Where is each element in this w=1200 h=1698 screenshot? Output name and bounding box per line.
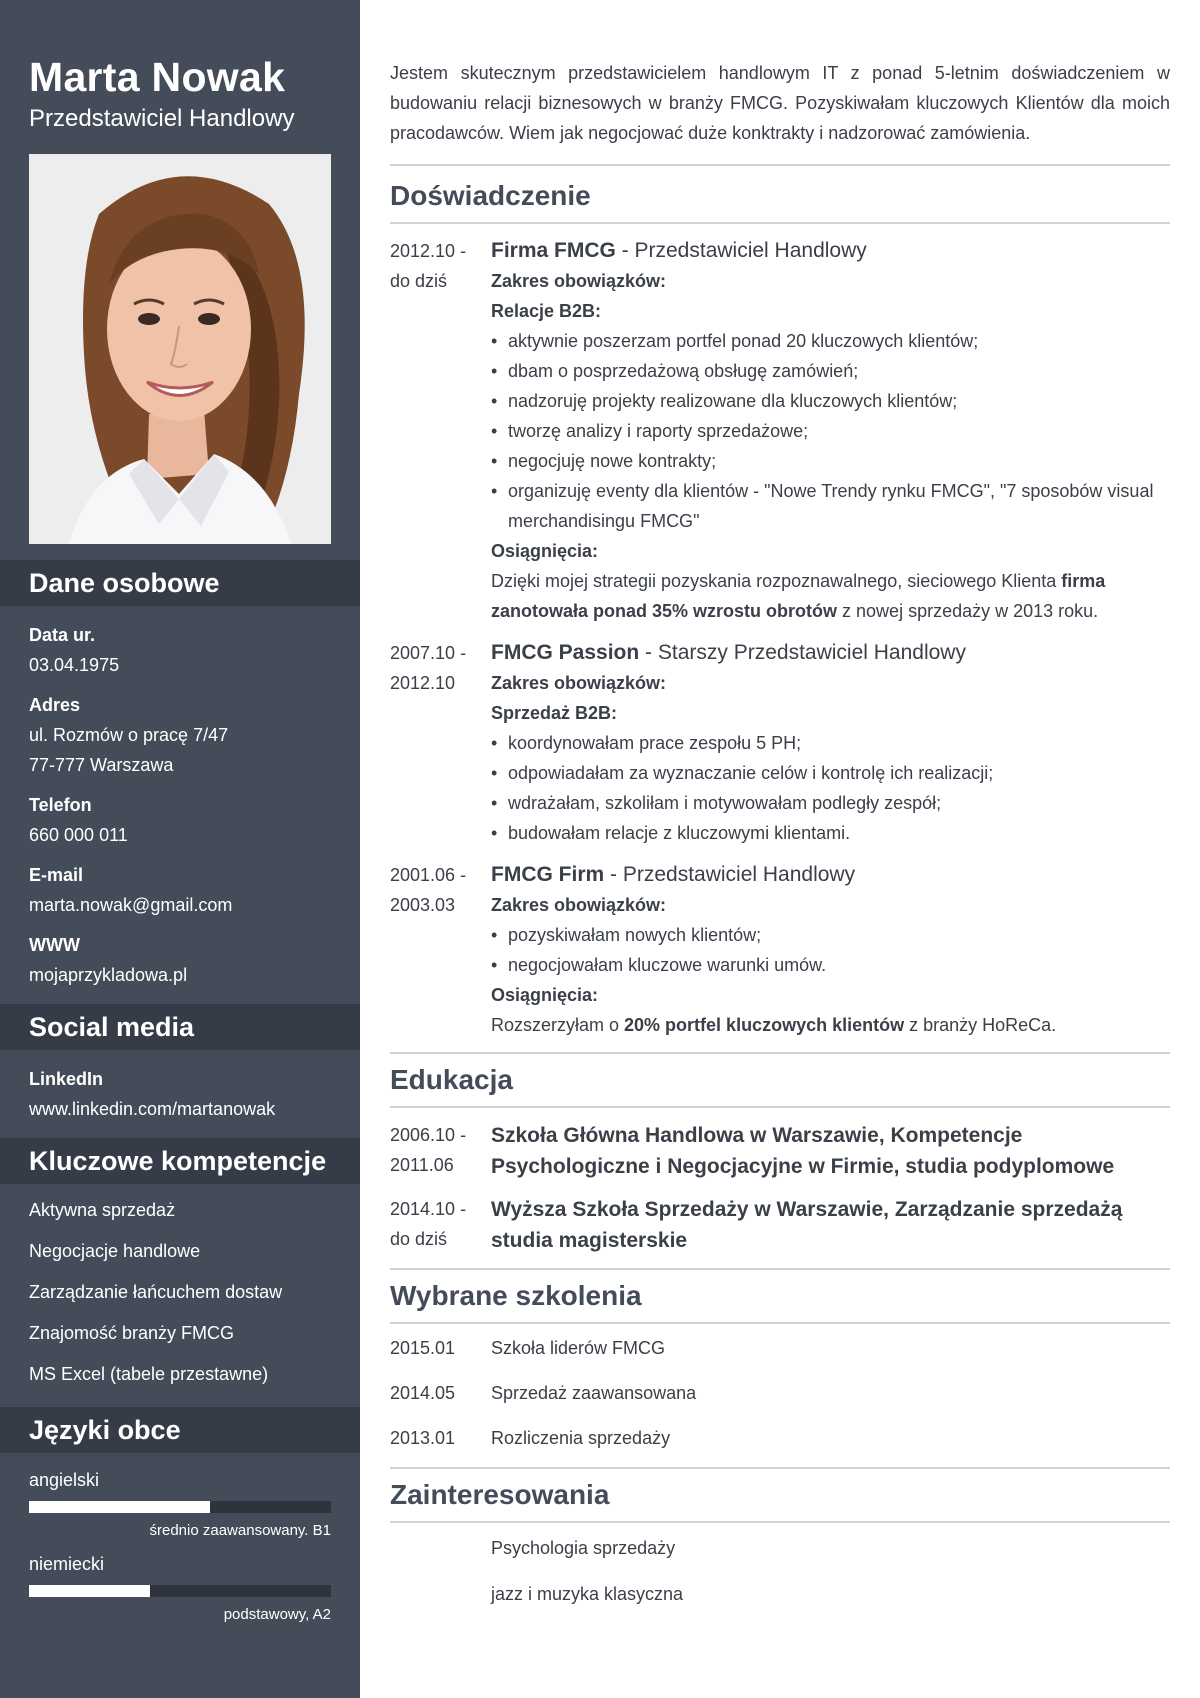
job-dates [390,236,491,626]
achievement-text [491,1010,1170,1040]
achievements-label: Osiągnięcia: [491,541,599,561]
education-entry [390,1120,1170,1182]
job-content [491,860,1170,1040]
date-to: 2011.06 [390,1155,454,1175]
social-media-section [0,1050,360,1124]
job-content [491,236,1170,626]
language-level-fill [29,1585,150,1597]
job-entry [390,638,1170,848]
date-to: 2003.03 [390,895,456,915]
education-title: Szkoła Główna Handlowa w Warszawie, Kompetencje Psychologiczne i Negocjacyjne w Firmie, studia podyplomowe [491,1124,1115,1178]
duty-item: • koordynowałam prace zespołu 5 PH; [491,728,1170,758]
achievement-text [491,566,1170,626]
experience-heading: Doświadczenie [390,170,1170,224]
language-level-text: podstawowy, A2 [223,1606,331,1623]
profile-photo [29,154,331,544]
job-content [491,638,1170,848]
www-block [29,930,331,990]
date-from: 2001.06 - [390,865,467,885]
language-name: niemiecki [29,1554,105,1574]
language-level-bar [29,1501,331,1513]
personal-data-heading: Dane osobowe [0,560,360,606]
job-title [491,860,1170,890]
linkedin-link[interactable]: www.linkedin.com/martanowak [29,1099,276,1119]
achievement-post: z nowej sprzedaży w 2013 roku. [837,601,1099,621]
duty-item: • negocjuję nowe kontrakty; [491,446,1170,476]
languages-heading: Języki obce [0,1407,360,1453]
language-level-fill [29,1501,210,1513]
education-dates [390,1194,491,1256]
training-name: Sprzedaż zaawansowana [491,1383,697,1403]
email-label: E-mail [29,865,84,885]
language-item [29,1549,331,1629]
achievements-label: Osiągnięcia: [491,985,599,1005]
birth-date-label: Data ur. [29,625,96,645]
scope-label: Zakres obowiązków: [491,895,667,915]
duty-item: • negocjowałam kluczowe warunki umów. [491,950,1170,980]
linkedin-label: LinkedIn [29,1069,104,1089]
address-line-2: 77-777 Warszawa [29,755,174,775]
training-name: Rozliczenia sprzedaży [491,1428,671,1448]
skill-item: Negocjacje handlowe [29,1241,201,1261]
duty-item: • organizuję eventy dla klientów - "Nowe Trendy rynku FMCG", "7 sposobów visual merchandisingu FMCG" [491,476,1170,536]
date-from: 2007.10 - [390,643,467,663]
company-name: FMCG Firm [491,863,605,886]
address-label: Adres [29,695,81,715]
trainings-section [390,1268,1170,1461]
area-label: Sprzedaż B2B: [491,703,618,723]
education-heading: Edukacja [390,1054,1170,1108]
date-from: 2012.10 - [390,241,467,261]
education-title: Wyższa Szkoła Sprzedaży w Warszawie, Zarządzanie sprzedażą studia magisterskie [491,1198,1123,1252]
personal-data-section [0,606,360,990]
company-name: FMCG Passion [491,641,640,664]
duty-item: • tworzę analizy i raporty sprzedażowe; [491,416,1170,446]
training-date: 2014.05 [390,1383,456,1403]
duty-item: • odpowiadałam za wyznaczanie celów i kontrolę ich realizacji; [491,758,1170,788]
job-title [491,236,1170,266]
birth-date-value: 03.04.1975 [29,655,120,675]
scope-label: Zakres obowiązków: [491,271,667,291]
language-level-text: średnio zaawansowany. B1 [149,1522,331,1539]
skill-item: Zarządzanie łańcuchem dostaw [29,1282,283,1302]
language-name: angielski [29,1470,100,1490]
job-entry [390,236,1170,626]
scope-label: Zakres obowiązków: [491,673,667,693]
education-dates [390,1120,491,1182]
interest-item: Psychologia sprzedaży [491,1538,676,1558]
address-line-1: ul. Rozmów o pracę 7/47 [29,725,229,745]
duties-list [491,728,1170,848]
duty-item: • pozyskiwałam nowych klientów; [491,920,1170,950]
duty-item: • wdrażałam, szkoliłam i motywowałam podległy zespół; [491,788,1170,818]
address-block [29,690,331,780]
portrait-illustration [29,154,331,544]
area-label: Relacje B2B: [491,301,602,321]
training-item [390,1371,1170,1416]
interests-section [390,1467,1170,1617]
achievement-highlight: 20% portfel kluczowych klientów [624,1015,905,1035]
candidate-name: Marta Nowak [29,54,286,100]
interest-item: jazz i muzyka klasyczna [491,1584,684,1604]
skill-item: Znajomość branży FMCG [29,1323,235,1343]
job-dates [390,860,491,1040]
position-name: - Przedstawiciel Handlowy [615,239,867,262]
training-item [390,1416,1170,1461]
phone-label: Telefon [29,795,92,815]
duties-list [491,326,1170,536]
achievement-pre: Dzięki mojej strategii pozyskania rozpoznawalnego, sieciowego Klienta [491,571,1062,591]
social-media-heading: Social media [0,1004,360,1050]
achievement-post: z branży HoReCa. [904,1015,1057,1035]
experience-section [390,170,1170,1040]
language-item [29,1465,331,1545]
job-entry [390,860,1170,1040]
date-from: 2014.10 - [390,1199,467,1219]
date-from: 2006.10 - [390,1125,467,1145]
training-date: 2013.01 [390,1428,456,1448]
skill-item: MS Excel (tabele przestawne) [29,1364,269,1384]
achievement-pre: Rozszerzyłam o [491,1015,625,1035]
www-label: WWW [29,935,80,955]
candidate-role: Przedstawiciel Handlowy [29,105,295,132]
date-to: 2012.10 [390,673,456,693]
main-content [360,0,1200,1698]
achievement-highlight: firma zanotowała ponad 35% wzrostu obrotów [491,571,1106,621]
duties-list [491,920,1170,980]
job-title [491,638,1170,668]
education-entry [390,1194,1170,1256]
position-name: - Przedstawiciel Handlowy [604,863,856,886]
position-name: - Starszy Przedstawiciel Handlowy [639,641,966,664]
trainings-heading: Wybrane szkolenia [390,1270,1170,1324]
training-date: 2015.01 [390,1338,456,1358]
date-to: do dziś [390,271,448,291]
duty-item: • budowałam relacje z kluczowymi klientami. [491,818,1170,848]
sidebar [0,0,360,1698]
duty-item: • aktywnie poszerzam portfel ponad 20 kluczowych klientów; [491,326,1170,356]
duty-item: • nadzoruję projekty realizowane dla kluczowych klientów; [491,386,1170,416]
job-dates [390,638,491,848]
www-link[interactable]: mojaprzykladowa.pl [29,965,188,985]
language-level-bar [29,1585,331,1597]
email-link[interactable]: marta.nowak@gmail.com [29,895,233,915]
languages-section [0,1453,360,1629]
key-skills-heading: Kluczowe kompetencje [0,1138,360,1184]
email-block [29,860,331,920]
interests-heading: Zainteresowania [390,1469,1170,1523]
education-section [390,1052,1170,1256]
duty-item: • dbam o posprzedażową obsługę zamówień; [491,356,1170,386]
phone-value: 660 000 011 [29,825,128,845]
company-name: Firma FMCG [491,239,616,262]
training-name: Szkoła liderów FMCG [491,1338,666,1358]
skill-item: Aktywna sprzedaż [29,1200,176,1220]
phone-block [29,790,331,850]
training-item [390,1326,1170,1371]
date-to: do dziś [390,1229,448,1249]
key-skills-section [0,1184,360,1395]
profile-summary: Jestem skutecznym przedstawicielem handlowym IT z ponad 5-letnim doświadczeniem w budowaniu relacji biznesowych w branży FMCG. Pozyskiwałam kluczowych Klientów dla moich pracodawców. Wiem jak negocjować duże konktrakty i nadzorować zamówienia. [390,58,1170,166]
